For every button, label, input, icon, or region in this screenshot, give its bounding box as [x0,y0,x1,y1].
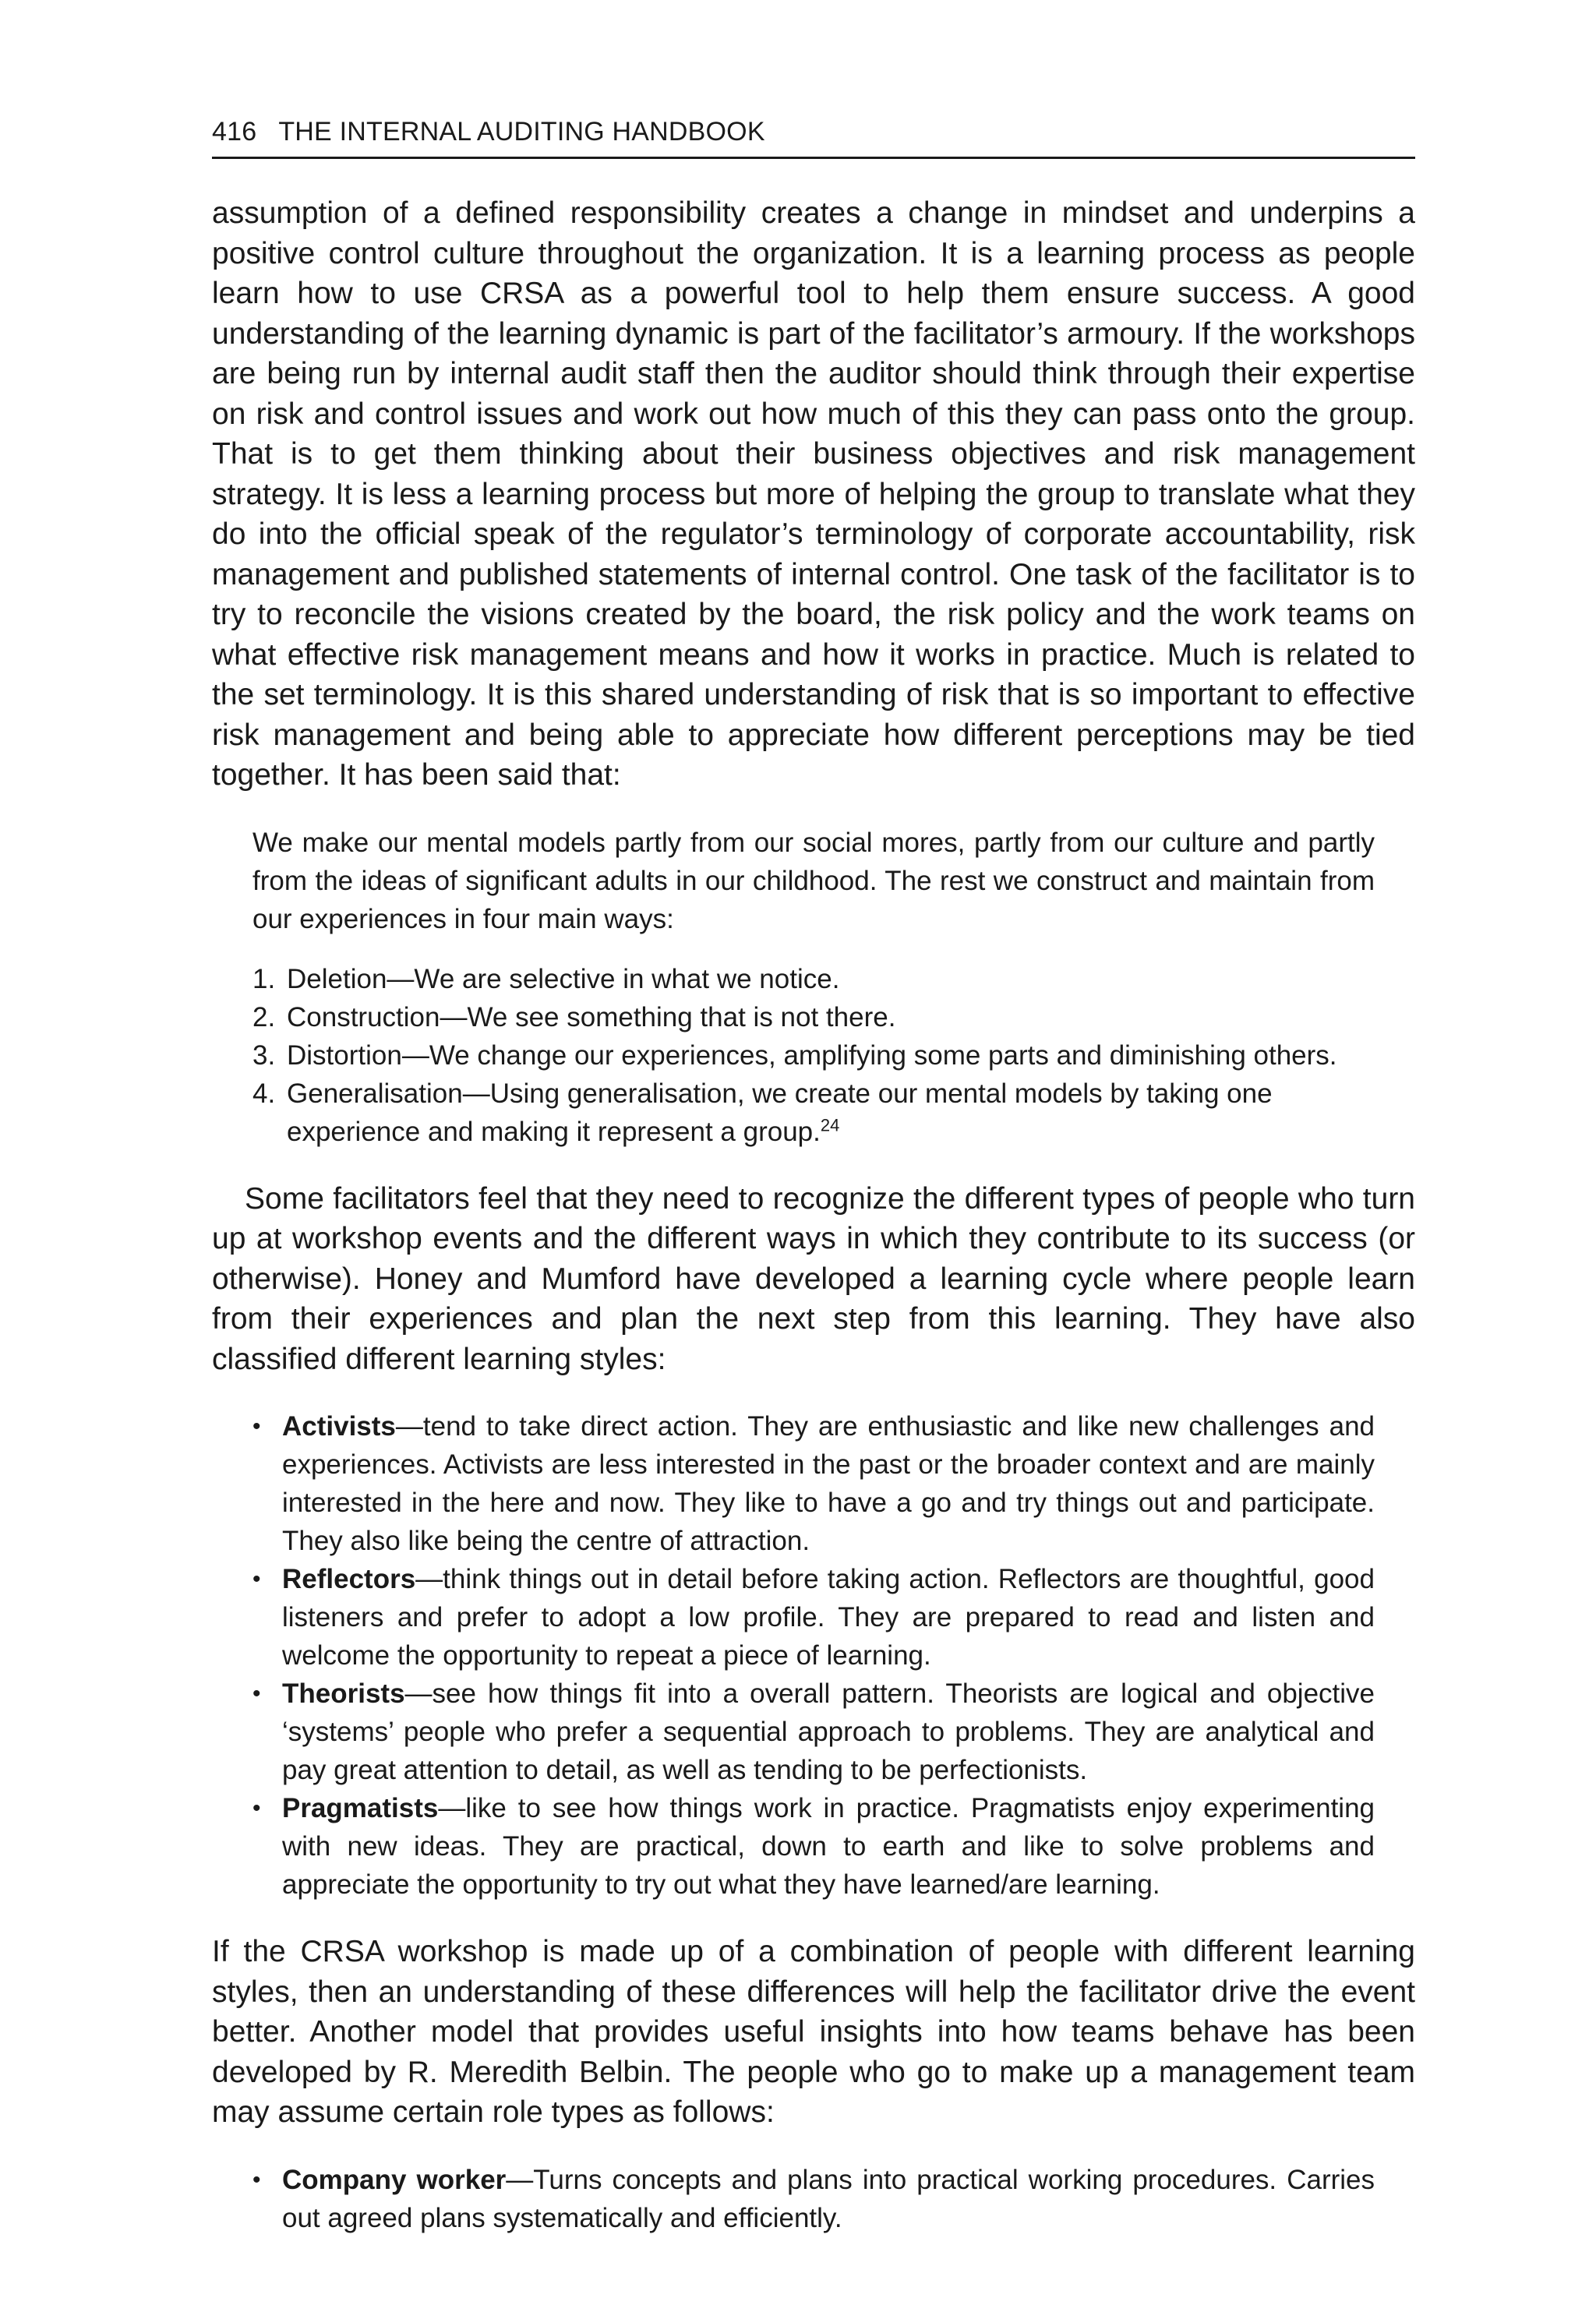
bullet-icon: • [252,1795,261,1821]
list-item-reflectors [252,1560,1375,1675]
list-text [287,1075,1375,1151]
list-item [252,998,1375,1036]
list-text: Deletion—We are selective in what we notice. [287,963,840,994]
page-number: 416 [212,117,257,146]
book-title: THE INTERNAL AUDITING HANDBOOK [278,117,765,146]
list-text-body: Generalisation—Using generalisation, we create our mental models by taking one experience and making it represent a group. [287,1078,1273,1147]
term: Reflectors [282,1564,416,1594]
definition: —like to see how things work in practice. Pragmatists enjoy experimenting with new ideas. They are practical, down to earth and like to solve problems and appreciate the opportunity to try out what they have learned/are learning. [282,1793,1375,1900]
list-item [252,1036,1375,1075]
list-number: 1. [252,963,276,994]
list-number: 4. [252,1078,276,1109]
bullet-icon: • [252,1566,261,1592]
paragraph-crsa-learning: assumption of a defined responsibility creates a change in mindset and underpins a positive control culture throughout the organization. It is a learning process as people learn how to use CRSA as a powerful tool to help them ensure success. A good understanding of the learning dynamic is part of the facilitator’s armoury. If the workshops are being run by internal audit staff then the auditor should think through their expertise on risk and control issues and work out how much of this they can pass onto the group. That is to get them thinking about their business objectives and risk management strategy. It is less a learning process but more of helping the group to translate what they do into the official speak of the regulator’s terminology of corporate accountability, risk management and published statements of internal control. One task of the facilitator is to try to reconcile the visions created by the board, the risk policy and the work teams on what effective risk management means and how it works in practice. Much is related to the set terminology. It is this shared understanding of risk that is so important to effective risk management and being able to appreciate how different perceptions may be tied together. It has been said that: [212,196,1415,792]
definition: —see how things fit into a overall pattern. Theorists are logical and objective ‘systems’ people who prefer a sequential approach to problems. They are analytical and pay great attention to detail, as well as tending to be perfectionists. [282,1678,1375,1785]
block-quote [252,824,1375,938]
list-item [252,1075,1375,1151]
mental-models-list [252,960,1375,1151]
bullet-icon: • [252,2166,261,2193]
definition: —think things out in detail before taking action. Reflectors are thoughtful, good listeners and prefer to adopt a low profile. They are prepared to read and listen and welcome the opportunity to repeat a piece of learning. [282,1564,1375,1671]
list-item-activists [252,1407,1375,1560]
paragraph-learning-styles: Some facilitators feel that they need to recognize the different types of people who turn up at workshop events and the different ways in which they contribute to its success (or otherwise). Honey and Mumford have developed a learning cycle where people learn from their experiences and plan the next step from this learning. They have also classified different learning styles: [212,1181,1415,1376]
term: Company worker [282,2164,507,2195]
term: Theorists [282,1678,405,1709]
definition: —Turns concepts and plans into practical working procedures. Carries out agreed plans systematically and efficiently. [282,2164,1375,2233]
list-text: Distortion—We change our experiences, amplifying some parts and diminishing others. [287,1039,1337,1071]
list-text: Construction—We see something that is not there. [287,1001,896,1032]
list-item-company-worker [252,2161,1375,2237]
definition: —tend to take direct action. They are enthusiastic and like new challenges and experiences. Activists are less interested in the past or the broader context and are mainly interested in the here and now. They like to have a go and try things out and participate. They also like being the centre of attraction. [282,1411,1375,1556]
team-roles-list [252,2161,1375,2237]
bullet-icon: • [252,1414,261,1439]
list-number: 3. [252,1039,276,1071]
running-head [212,117,1415,159]
book-page [212,117,1415,2265]
paragraph-team-roles: If the CRSA workshop is made up of a combination of people with different learning styles, then an understanding of these differences will help the facilitator drive the event better. Another model that provides useful insights into how teams behave has been developed by R. Meredith Belbin. The people who go to make up a management team may assume certain role types as follows: [212,1935,1415,2129]
bullet-icon: • [252,1681,261,1707]
term: Pragmatists [282,1793,439,1823]
list-item-theorists [252,1675,1375,1789]
learning-styles-list [252,1407,1375,1904]
term: Activists [282,1411,396,1442]
list-item-pragmatists [252,1789,1375,1904]
footnote-ref[interactable]: 24 [820,1114,840,1135]
quote-text: We make our mental models partly from our social mores, partly from our culture and partly from the ideas of significant adults in our childhood. The rest we construct and maintain from our experiences in four main ways: [252,827,1375,934]
list-number: 2. [252,1001,276,1032]
list-item [252,960,1375,998]
